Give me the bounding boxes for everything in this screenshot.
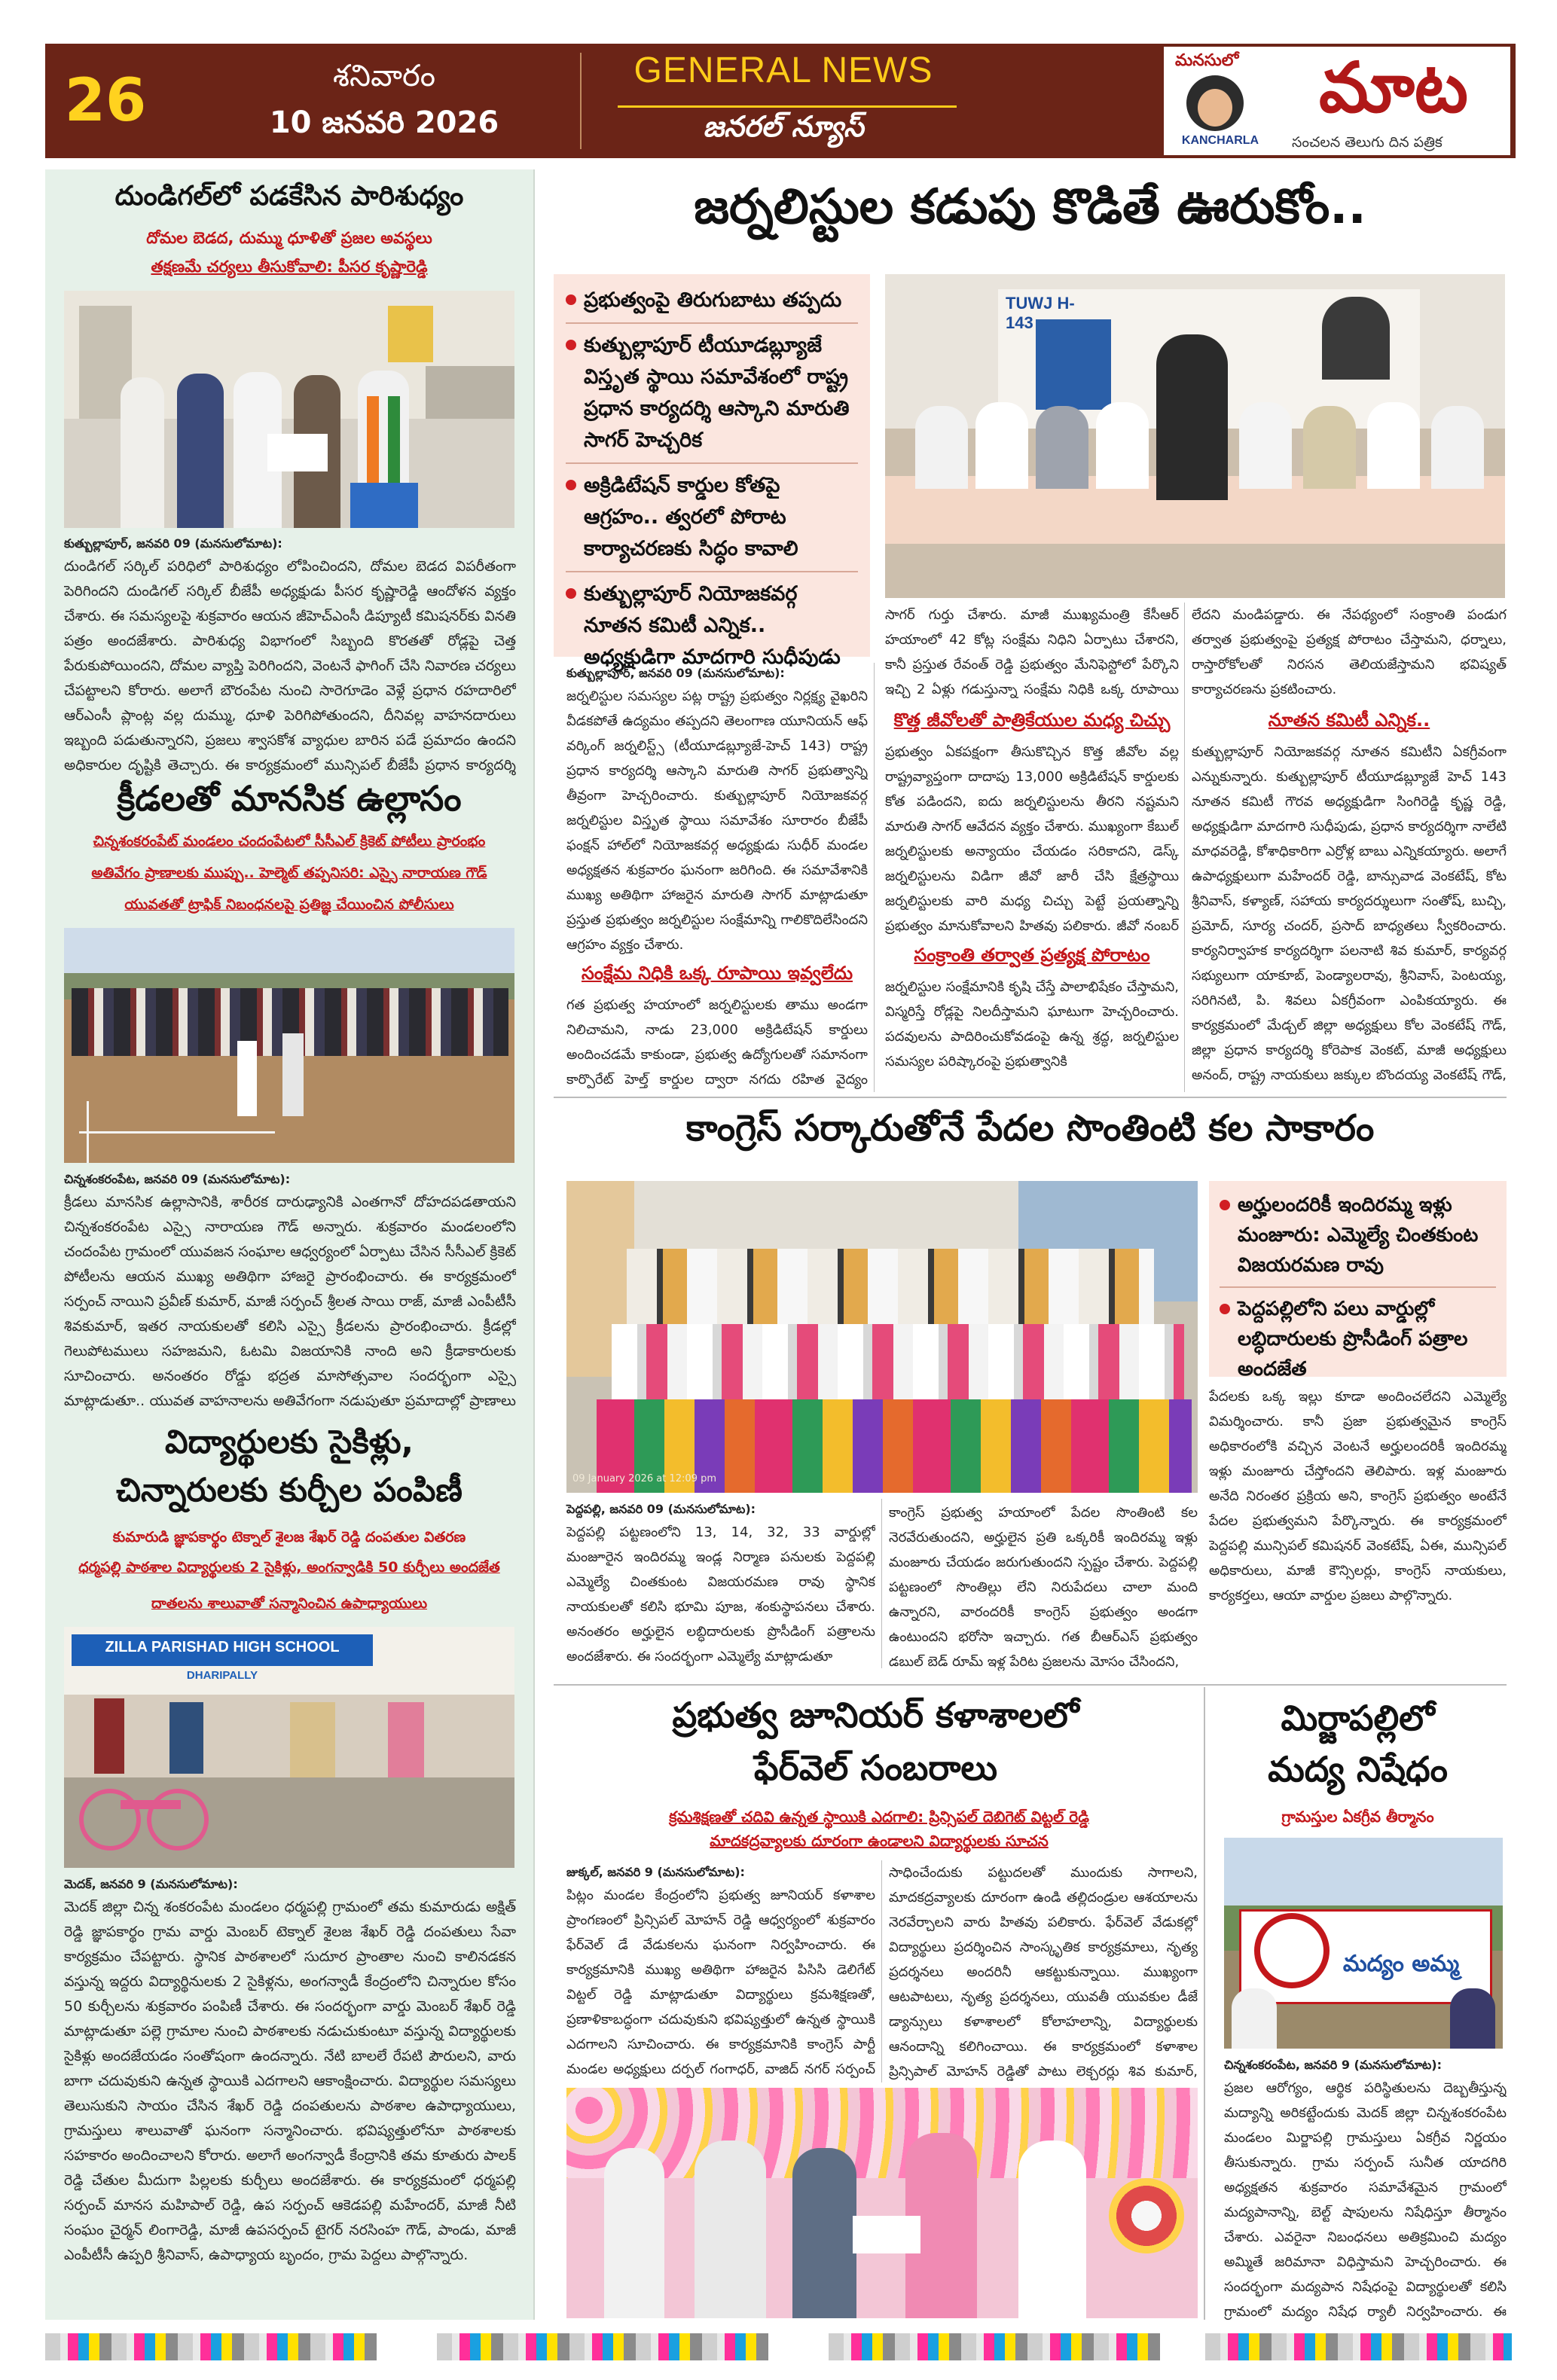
mirza-sub1: గ్రామస్తుల ఏకగ్రీవ తీర్మానం — [1281, 1808, 1434, 1826]
college-dateline: జుక్కల్, జనవరి 9 (మనసులోమాట): — [566, 1865, 745, 1879]
color-bar-1 — [45, 2333, 377, 2360]
top-story-col2-body2: ప్రభుత్వం ఏకపక్షంగా తీసుకొచ్చిన కొత్త జీవోల వల్ల రాష్ట్రవ్యాప్తంగా దాదాపు 13,000 అక్రిడిటేషన్ కార్డులకు కోత పడిందని, ఐదు జర్నలిస్టులను తీరని నష్టమని మారుతి సాగర్ ఆవేదన వ్యక్తం చేశారు. ముఖ్యంగా కేబుల్ జర్నలిస్టులకు అన్యాయం చేయడం సరికాదని, డెస్క్ జర్నలిస్టులను విడిగా జీవో జారీ చేసి క్షేత్రస్థాయి జర్నలిస్టులకు వారి మధ్య చిచ్చు పెట్టే ప్రయత్నాన్ని ప్రభుత్వం మానుకోవాలని హితవు పలికారు. జీవో నంబర్ — [885, 744, 1179, 934]
top-story-sub-a: సంక్షేమ నిధికి ఒక్క రూపాయి ఇవ్వలేదు — [581, 963, 853, 984]
mirza-body: ప్రజల ఆరోగ్యం, ఆర్థిక పరిస్థితులను దెబ్బతీస్తున్న మద్యాన్ని అరికట్టేందుకు మెదక్ జిల్లా చిన్నశంకరంపేట మండలం మిర్జాపల్లి గ్రామస్తులు ఏకగ్రీవ నిర్ణయం తీసుకున్నారు. గ్రామ సర్పంచ్ సునీత యాదగిరి అధ్యక్షతన శుక్రవారం సమావేశమైన గ్రామంలో మద్యపానాన్ని, బెల్ట్ షాపులను నిషేధిస్తూ తీర్మానం చేశారు. ఎవరైనా నిబంధనలు అతిక్రమించి మద్యం అమ్మితే జరిమానా విధిస్తామని హెచ్చరించారు. ఈ సందర్భంగా మద్యపాన నిషేధంపై విద్యార్థులతో కలిసి గ్రామంలో మద్యం నిషేధ ర్యాలీ నిర్వహించారు. ఈ — [1224, 2080, 1507, 2320]
housing-bullet-1: అర్హులందరికీ ఇందిరమ్మ ఇళ్లు మంజూరు: ఎమ్మెల్యే చింతకుంట విజయరమణ రావు — [1220, 1190, 1496, 1280]
college-photo — [566, 2088, 1198, 2318]
color-bar-3 — [829, 2333, 1160, 2360]
color-bar-4 — [1205, 2333, 1512, 2360]
story3-sub3: దాతలను శాలువాతో సన్మానించిన ఉపాధ్యాయులు — [151, 1595, 428, 1612]
color-bar-2 — [437, 2333, 768, 2360]
bullet-dot-icon — [566, 480, 576, 490]
top-story-headline: జర్నలిస్టుల కడుపు కొడితే ఊరుకోం.. — [694, 179, 1366, 235]
top-story-col2-body3: జర్నలిస్టుల సంక్షేమానికి కృషి చేస్తే పాలాభిషేకం చేస్తామని, విస్మరిస్తే రోడ్లపై నిలదీస్తామని ఘాటుగా హెచ్చరించారు. పదవులను పాదిరించుకోవడంపై ఉన్న శ్రద్ధ, జర్నలిస్టుల సమస్యల పరిష్కారంపై ప్రభుత్వానికి — [885, 979, 1179, 1069]
college-headline-line2: ఫేర్‌వెల్ సంబరాలు — [753, 1747, 998, 1788]
story2-headline: క్రీడలతో మానసిక ఉల్లాసం — [117, 778, 462, 819]
mirza-headline-line2: మద్య నిషేధం — [1268, 1749, 1448, 1790]
college-sub2: మాదకద్రవ్యాలకు దూరంగా ఉండాలని విద్యార్థులకు సూచన — [710, 1832, 1049, 1850]
column-rule — [881, 1499, 882, 1668]
bullet-dot-icon — [566, 294, 576, 305]
story2-photo — [64, 928, 514, 1163]
union-banner-text: TUWJ H-143 — [1006, 294, 1075, 332]
housing-headline: కాంగ్రెస్ సర్కారుతోనే పేదల సొంతింటి కల సాకారం — [685, 1107, 1375, 1149]
top-story-sub-c: సంక్రాంతి తర్వాత ప్రత్యక్ష పోరాటం — [914, 944, 1150, 966]
top-story-bullets — [554, 274, 870, 669]
bullet-divider — [566, 571, 858, 572]
bullet-dot-icon — [1220, 1304, 1230, 1314]
section-title-te: జనరల్ న్యూస్ — [703, 110, 864, 143]
header-divider — [580, 53, 582, 149]
story3-headline-line1: విద్యార్థులకు సైకిళ్లు, — [165, 1423, 414, 1461]
story1-sub2: తక్షణమే చర్యలు తీసుకోవాలి: పీసర కృష్ణారెడ్డి — [151, 258, 428, 276]
top-story-col1-body2: గత ప్రభుత్వ హయాంలో జర్నలిస్టులకు తాము అండగా నిలిచామని, నాడు 23,000 అక్రిడిటేషన్ కార్డులు అందించడమే కాకుండా, ప్రభుత్వ ఉద్యోగులతో సమానంగా కార్పొరేట్ హెల్త్ కార్డుల ద్వారా నగదు రహిత వైద్యం — [566, 997, 868, 1088]
housing-bullets — [1209, 1181, 1507, 1381]
story2-sub1: చిన్నశంకరంపేట్ మండలం చందంపేటలో సీసీఎల్ క్రికెట్ పోటీలు ప్రారంభం — [93, 833, 486, 850]
housing-col1-body: పెద్దపల్లి పట్టణంలోని 13, 14, 32, 33 వార్డుల్లో మంజూరైన ఇందిరమ్మ ఇండ్ల నిర్మాణ పనులకు పెద్దపల్లి ఎమ్మెల్యే చింతకుంట విజయరమణ రావు స్థానిక నాయకులతో కలిసి భూమి పూజ, శంకుస్థాపనలు చేశారు. అనంతరం అర్హులైన లబ్ధిదారులకు ప్రొసీడింగ్ పత్రాలను అందజేశారు. ఈ సందర్భంగా ఎమ్మెల్యే మాట్లాడుతూ — [566, 1524, 875, 1664]
bullet-divider — [1220, 1286, 1496, 1288]
mirza-headline-line1: మిర్జాపల్లిలో — [1281, 1698, 1435, 1738]
top-story-dateline: కుత్బుల్లాపూర్, జనవరి 09 (మనసులోమాట): — [566, 666, 785, 680]
logo-name: KANCHARLA — [1181, 134, 1259, 147]
bullet-divider — [566, 462, 858, 464]
header-day: శనివారం — [333, 59, 435, 93]
top-bullet-4: కుత్బుల్లాపూర్ నియోజకవర్గ నూతన కమిటీ ఎన్నిక.. అధ్యక్షుడిగా మాదగారి సుధీపుడు — [566, 578, 858, 673]
mirza-dateline: చిన్నశంకరంపేట, జనవరి 9 (మనసులోమాట): — [1224, 2058, 1442, 2072]
story2-dateline: చిన్నశంకరంపేట, జనవరి 09 (మనసులోమాట): — [64, 1172, 291, 1186]
story3-sub2: ధర్మపల్లి పాఠశాల విద్యార్థులకు 2 సైకిళ్లు, అంగన్వాడికి 50 కుర్చీలు అందజేత — [78, 1559, 500, 1576]
housing-photo — [566, 1181, 1198, 1493]
section-title-en: GENERAL NEWS — [633, 50, 933, 90]
story3-headline-line2: చిన్నారులకు కుర్చీల పంపిణీ — [116, 1472, 463, 1509]
college-headline-line1: ప్రభుత్వ జూనియర్ కళాశాలలో — [672, 1695, 1079, 1735]
story2-sub3: యువతతో ట్రాఫిక్ నిబంధనలపై ప్రతిజ్ఞ చేయించిన పోలీసులు — [124, 896, 454, 913]
top-bullet-3: అక్రిడిటేషన్ కార్డుల కోతపై ఆగ్రహం.. త్వరలో పోరాట కార్యాచరణకు సిద్ధం కావాలి — [566, 470, 858, 565]
story2-sub2: అతివేగం ప్రాణాలకు ముప్పు.. హెల్మెట్ తప్పనిసరి: ఎస్సై నారాయణ గౌడ్ — [91, 865, 487, 881]
college-sub1: క్రమశిక్షణతో చదివి ఉన్నత స్థాయికి ఎదగాలి: ప్రిన్సిపల్ దెబిగెట్ విట్టల్ రెడ్డి — [669, 1808, 1089, 1826]
story3-sub1: కుమారుడి జ్ఞాపకార్థం టెక్నాల్ శైలజ శేఖర్ రెడ్డి దంపతుల వితరణ — [112, 1529, 466, 1545]
college-col1-body: పిట్లం మండల కేంద్రంలోని ప్రభుత్వ జూనియర్ కళాశాల ప్రాంగణంలో ప్రిన్సిపల్ మోహన్ రెడ్డి ఆధ్వర్యంలో శుక్రవారం ఫేర్‌వెల్ డే వేడుకలను ఘనంగా నిర్వహించారు. ఈ కార్యక్రమానికి ముఖ్య అతిథిగా హాజరైన పిసిసి డెలిగేట్ విట్టల్ రెడ్డి మాట్లాడుతూ విద్యార్థులు క్రమశిక్షణతో, ప్రణాళికాబద్ధంగా చదువుకుని భవిష్యత్తులో ఉన్నత స్థాయికి ఎదగాలని సూచించారు. ఈ కార్యక్రమానికి కాంగ్రెస్ పార్టీ మండల అధ్యక్షులు దర్పల్ గంగాధర్, వాజిద్ నగర్ సర్పంచ్ — [566, 1887, 875, 2077]
housing-dateline: పెద్దపల్లి, జనవరి 09 (మనసులోమాట): — [566, 1502, 756, 1516]
story1-photo — [64, 291, 514, 528]
housing-col3-body: పేదలకు ఒక్క ఇల్లు కూడా అందించలేదని ఎమ్మెల్యే విమర్శించారు. కానీ ప్రజా ప్రభుత్వమైన కాంగ్రెస్ అధికారంలోకి వచ్చిన వెంటనే అర్హులందరికీ ఇందిరమ్మ ఇళ్లు మంజూరు చేస్తోందని తెలిపారు. ఇళ్ల మంజూరు అనేది నిరంతర ప్రక్రియ అని, కాంగ్రెస్ ప్రభుత్వం అంటేనే పేదల ప్రభుత్వమని పేర్కొన్నారు. ఈ కార్యక్రమంలో పెద్దపల్లి మున్సిపల్ కమిషనర్ వెంకటేష్, ఏఈ, మున్సిపల్ అధికారులు, మాజీ కౌన్సిలర్లు, కాంగ్రెస్ నాయకులు, కార్యకర్తలు, ఆయా వార్డుల ప్రజలు పాల్గొన్నారు. — [1209, 1389, 1507, 1603]
column-rule — [1204, 1687, 1205, 2320]
column-rule — [1184, 603, 1185, 1092]
top-bullet-2: కుత్బుల్లాపూర్ టీయూడబ్ల్యూజే విస్తృత స్థాయి సమావేశంలో రాష్ట్ర ప్రధాన కార్యదర్శి ఆస్కాని మారుతి సాగర్ హెచ్చరిక — [566, 330, 858, 456]
column-rule — [874, 663, 875, 1092]
logo-tagline: సంచలన తెలుగు దిన పత్రిక — [1292, 134, 1443, 151]
header-date: 10 జనవరి 2026 — [269, 105, 499, 140]
mirza-photo — [1224, 1838, 1503, 2049]
bullet-dot-icon — [566, 588, 576, 599]
story2-body: క్రీడలు మానసిక ఉల్లాసానికి, శారీరక దారుఢ్యానికి ఎంతగానో దోహదపడతాయని చిన్నశంకరంపేట ఎస్సై నారాయణ గౌడ్ అన్నారు. శుక్రవారం మండలంలోని చందంపేట గ్రామంలో యువజన సంఘాల ఆధ్వర్యంలో ఏర్పాటు చేసిన సీసీఎల్ క్రికెట్ పోటీలను ఆయన ముఖ్య అతిథిగా హాజరై ప్రారంభించారు. ఈ కార్యక్రమంలో సర్పంచ్ నాయిని ప్రవీణ్ కుమార్, మాజీ సర్పంచ్ శ్రీలత సాయి రాజ్, మాజీ ఎంపీటీసీ శివకుమార్, ఇతర నాయకులతో కలిసి ఎస్సై క్రీడలను ప్రారంభించారు. క్రీడల్లో గెలుపోటములు సహజమని, ఓటమి విజయానికి నాంది అని క్రీడాకారులకు సూచించారు. అనంతరం రోడ్డు భద్రత మాసోత్సవాల సందర్భంగా ఎస్సై మాట్లాడుతూ.. యువత వాహనాలను అతివేగంగా నడుపుతూ ప్రమాదాల్లో ప్రాణాలు — [64, 1194, 516, 1409]
page-number: 26 — [64, 67, 147, 135]
story1-headline: దుండిగల్‌లో పడకేసిన పారిశుధ్యం — [114, 181, 464, 212]
top-story-col3-body2: కుత్బుల్లాపూర్ నియోజకవర్గ నూతన కమిటీని ఏకగ్రీవంగా ఎన్నుకున్నారు. కుత్బుల్లాపూర్ టీయూడబ్ల్యూజే హెచ్ 143 నూతన కమిటీ గౌరవ అధ్యక్షుడిగా సింగిరెడ్డి కృష్ణ రెడ్డి, అధ్యక్షుడిగా మాదగారి సుధీపుడు, ప్రధాన కార్యదర్శిగా నాలేటి మాధవరెడ్డి, కోశాధికారిగా ఎర్రోళ్ల బాబు ఎన్నికయ్యారు. అలాగే ఉపాధ్యక్షులుగా మహేందర్ రెడ్డి, బాన్సువాడ వెంకటేష్, కోట శ్రీనివాస్, కళ్యాణ్, సహాయ కార్యదర్శులుగా సంతోష్, బుచ్చి, ప్రమోద్, సూర్య చందర్, ప్రసాద్ బాధ్యతలు స్వీకరించారు. కార్యనిర్వాహక కార్యదర్శిగా పలనాటి శివ కుమార్, కార్యవర్గ సభ్యులుగా యాకూబ్, పెండ్యాలరావు, శ్రీనివాస్, పెంటయ్య, సరిగినటి, పి. శివలు ఏకగ్రీవంగా ఎంపికయ్యారు. ఈ కార్యక్రమంలో మేడ్చల్ జిల్లా అధ్యక్షులు కోల వెంకటేష్ గౌడ్, జిల్లా ప్రధాన కార్యదర్శి కోరెపాక వెంకట్, మాజీ అధ్యక్షులు అనంద్, రాష్ట్ర నాయకులు జక్కుల బొందయ్య వెంకటేష్ గౌడ్, — [1192, 744, 1507, 1083]
story3-body: మెదక్ జిల్లా చిన్న శంకరంపేట మండలం ధర్మపల్లి గ్రామంలో తమ కుమారుడు అక్షిత్ రెడ్డి జ్ఞాపకార్థం గ్రామ వార్డు మెంబర్ టెక్నాల్ శైలజ శేఖర్ రెడ్డి దంపతులు సేవా కార్యక్రమం చేపట్టారు. స్థానిక పాఠశాలలో సుదూర ప్రాంతాల నుంచి కాలినడకన వస్తున్న ఇద్దరు విద్యార్థినులకు 2 సైకిళ్లను, అంగన్వాడీ కేంద్రంలోని చిన్నారుల కోసం 50 కుర్చీలను శుక్రవారం పంపిణీ చేశారు. ఈ సందర్భంగా వార్డు మెంబర్ శేఖర్ రెడ్డి మాట్లాడుతూ పల్లె గ్రామాల నుంచి పాఠశాలకు నడుచుకుంటూ వస్తున్న విద్యార్థులకు సైకిళ్లు అందజేయడం సంతోషంగా ఉందన్నారు. నేటి బాలలే రేపటి పౌరులని, వారు బాగా చదువుకుని ఉన్నత స్థాయికి ఎదగాలని ఆకాంక్షించారు. విద్యార్థుల సమస్యలు తెలుసుకుని సాయం చేసిన శేఖర్ రెడ్డి దంపతులను పాఠశాల ఉపాధ్యాయులు, గ్రామస్తులు శాలువాతో ఘనంగా సన్మానించారు. భవిష్యత్తులోనూ పాఠశాలకు సహకారం అందించాలని కోరారు. అలాగే అంగన్వాడీ కేంద్రానికి తమ కూతురు పాలక్ రెడ్డి చేతుల మీదుగా పిల్లలకు కుర్చీలు అందజేశారు. ఈ కార్యక్రమంలో ధర్మపల్లి సర్పంచ్ మానస మహిపాల్ రెడ్డి, ఉప సర్పంచ్ ఆకెడపల్లి మహేందర్, మాజీ నీటి సంఘం చైర్మన్ లింగారెడ్డి, మాజీ ఉపసర్పంచ్ టైగర్ నరసింహ గౌడ్, పాండు, మాజీ ఎంపీటీసీ ఉప్పరి శ్రీనివాస్, ఉపాధ్యాయ బృందం, గ్రామ పెద్దలు పాల్గొన్నారు. — [64, 1899, 516, 2263]
logo-small-title: మనసులో — [1175, 51, 1239, 70]
top-story-sub-d: నూతన కమిటీ ఎన్నిక.. — [1268, 709, 1430, 731]
top-bullet-1: ప్రభుత్వంపై తిరుగుబాటు తప్పదు — [566, 285, 858, 316]
top-story-col1-body: జర్నలిస్టుల సమస్యల పట్ల రాష్ట్ర ప్రభుత్వం నిర్లక్ష్య వైఖరిని వీడకపోతే ఉద్యమం తప్పదని తెలంగాణ యూనియన్ ఆఫ్ వర్కింగ్ జర్నలిస్ట్స్ (టీయూడబ్ల్యూజే-హెచ్ 143) రాష్ట్ర ప్రధాన కార్యదర్శి ఆస్కాని మారుతి సాగర్ ప్రభుత్వాన్ని తీవ్రంగా హెచ్చరించారు. కుత్బుల్లాపూర్ నియోజకవర్గ జర్నలిస్టుల విస్తృత స్థాయి సమావేశం సూరారం బీజేపీ ఫంక్షన్ హాల్‌లో నియోజకవర్గ అధ్యక్షుడు సుధీర్ మండల అధ్యక్షతన శుక్రవారం ఘనంగా జరిగింది. ఈ సమావేశానికి ముఖ్య అతిథిగా హాజరైన మారుతి సాగర్ మాట్లాడుతూ ప్రస్తుత ప్రభుత్వం జర్నలిస్టుల సంక్షేమాన్ని గాలికొదిలేసిందని ఆగ్రహం వ్యక్తం చేశారు. — [566, 688, 868, 953]
college-col2-body: సాధించేందుకు పట్టుదలతో ముందుకు సాగాలని, మాదకద్రవ్యాలకు దూరంగా ఉండి తల్లిదండ్రుల ఆశయాలను నెరవేర్చాలని వారు హితవు పలికారు. ఫేర్‌వెల్ వేడుకల్లో విద్యార్థులు ప్రదర్శించిన సాంస్కృతిక కార్యక్రమాలు, నృత్య ప్రదర్శనలు అందరినీ ఆకట్టుకున్నాయి. ముఖ్యంగా ఆటపాటలు, నృత్య ప్రదర్శనలు, యువతీ యువకుల డీజే డ్యాన్సులు కళాశాలలో కోలాహలాన్ని, విద్యార్థులకు ఆనందాన్ని కలిగించాయి. ఈ కార్యక్రమంలో కళాశాల ప్రిన్సిపాల్ మోహన్ రెడ్డితో పాటు లెక్చరర్లు శివ కుమార్, — [889, 1865, 1198, 2079]
story1-sub1: దోమల బెడద, దుమ్ము ధూళితో ప్రజల అవస్థలు — [146, 229, 432, 247]
section-underline — [618, 105, 957, 108]
bullet-dot-icon — [1220, 1200, 1230, 1210]
top-story-photo — [885, 274, 1505, 598]
logo-portrait-face — [1198, 89, 1232, 127]
left-column-edge — [533, 169, 535, 2320]
story3-photo — [64, 1627, 514, 1868]
housing-col2-body: కాంగ్రెస్ ప్రభుత్వ హయాంలో పేదల సొంతింటి కల నెరవేరుతుందని, అర్హులైన ప్రతి ఒక్కరికీ ఇందిరమ్మ ఇళ్లు మంజూరు చేయడం జరుగుతుందని స్పష్టం చేశారు. పెద్దపల్లి పట్టణంలో సొంతిల్లు లేని నిరుపేదలు చాలా మంది ఉన్నారని, వారందరికీ కాంగ్రెస్ ప్రభుత్వం అండగా ఉంటుందని భరోసా ఇచ్చారు. గత బీఆర్ఎస్ ప్రభుత్వం డబుల్ బెడ్ రూమ్ ఇళ్ల పేరిట ప్రజలను మోసం చేసిందని, — [889, 1505, 1198, 1670]
story1-body: దుండిగల్ సర్కిల్ పరిధిలో పారిశుధ్యం లోపించిందని, దోమల బెడద విపరీతంగా పెరిగిందని దుండిగల్ సర్కిల్ బీజేపీ అధ్యక్షుడు పీసర కృష్ణారెడ్డి ఆందోళన వ్యక్తం చేశారు. ఈ సమస్యలపై శుక్రవారం ఆయన జీహెచ్ఎంసీ డిప్యూటీ కమిషనర్‌కు వినతి పత్రం అందజేశారు. పారిశుధ్య విభాగంలో సిబ్బంది కొరతతో రోడ్లపై చెత్త పేరుకుపోయిందని, దోమల వ్యాప్తి పెరిగిందని, వెంటనే ఫాగింగ్ చేసి నివారణ చర్యలు చేపట్టాలని కోరారు. అలాగే బౌరంపేట నుంచి సారెగూడెం వెళ్లే ప్రధాన రహదారిలో ఆర్ఎంసీ ప్లాంట్ల వల్ల దుమ్ము, ధూళి పెరిగిపోతుందని, దీనివల్ల వాహనదారులు ఇబ్బంది పడుతున్నారని, ప్రజలు శ్వాసకోశ వ్యాధుల బారిన పడే ప్రమాదం ఉందని అధికారుల దృష్టికి తెచ్చారు. ఈ కార్యక్రమంలో మున్సిపల్ బీజేపీ ప్రధాన కార్యదర్శి — [64, 558, 516, 774]
school-sign-village: DHARIPALLY — [186, 1669, 258, 1682]
top-story-sub-b: కొత్త జీవోలతో పాత్రికేయుల మధ్య చిచ్చు — [893, 709, 1171, 731]
mirza-banner-text: మద్యం అమ్మ — [1342, 1951, 1460, 1977]
story3-dateline: మెదక్, జనవరి 9 (మనసులోమాట): — [64, 1877, 238, 1891]
school-sign: ZILLA PARISHAD HIGH SCHOOL — [105, 1639, 340, 1655]
bullet-dot-icon — [566, 340, 576, 350]
top-story-col2-body: సాగర్ గుర్తు చేశారు. మాజీ ముఖ్యమంత్రి కేసీఆర్ హయాంలో 42 కోట్ల సంక్షేమ నిధిని ఏర్పాటు చేశారని, కానీ ప్రస్తుత రేవంత్ రెడ్డి ప్రభుత్వం మేనిఫెస్టోలో పేర్కొని ఇచ్చి 2 ఏళ్లు గడుస్తున్నా సంక్షేమ నిధికి ఒక్క రూపాయి — [885, 607, 1179, 697]
story1-dateline: కుత్బుల్లాపూర్, జనవరి 09 (మనసులోమాట): — [64, 536, 282, 551]
section-rule — [554, 1097, 1507, 1098]
top-story-col3-body: లేదని మండిపడ్డారు. ఈ నేపథ్యంలో సంక్రాంతి పండుగ తర్వాత ప్రభుత్వంపై ప్రత్యక్ష పోరాటం చేస్తామని, ధర్నాలు, రాస్తారోకోలతో నిరసన తెలియజేస్తామని భవిష్యత్ కార్యాచరణను ప్రకటించారు. — [1192, 607, 1507, 697]
section-rule — [554, 1684, 1507, 1686]
photo-timestamp: 09 January 2026 at 12:09 pm — [572, 1473, 717, 1484]
housing-bullet-2: పెద్దపల్లిలోని పలు వార్డుల్లో లబ్ధిదారులకు ప్రొసీడింగ్ పత్రాల అందజేత — [1220, 1294, 1496, 1384]
bullet-divider — [566, 322, 858, 324]
logo-title: మాట — [1319, 47, 1468, 128]
column-rule — [881, 1860, 882, 2082]
